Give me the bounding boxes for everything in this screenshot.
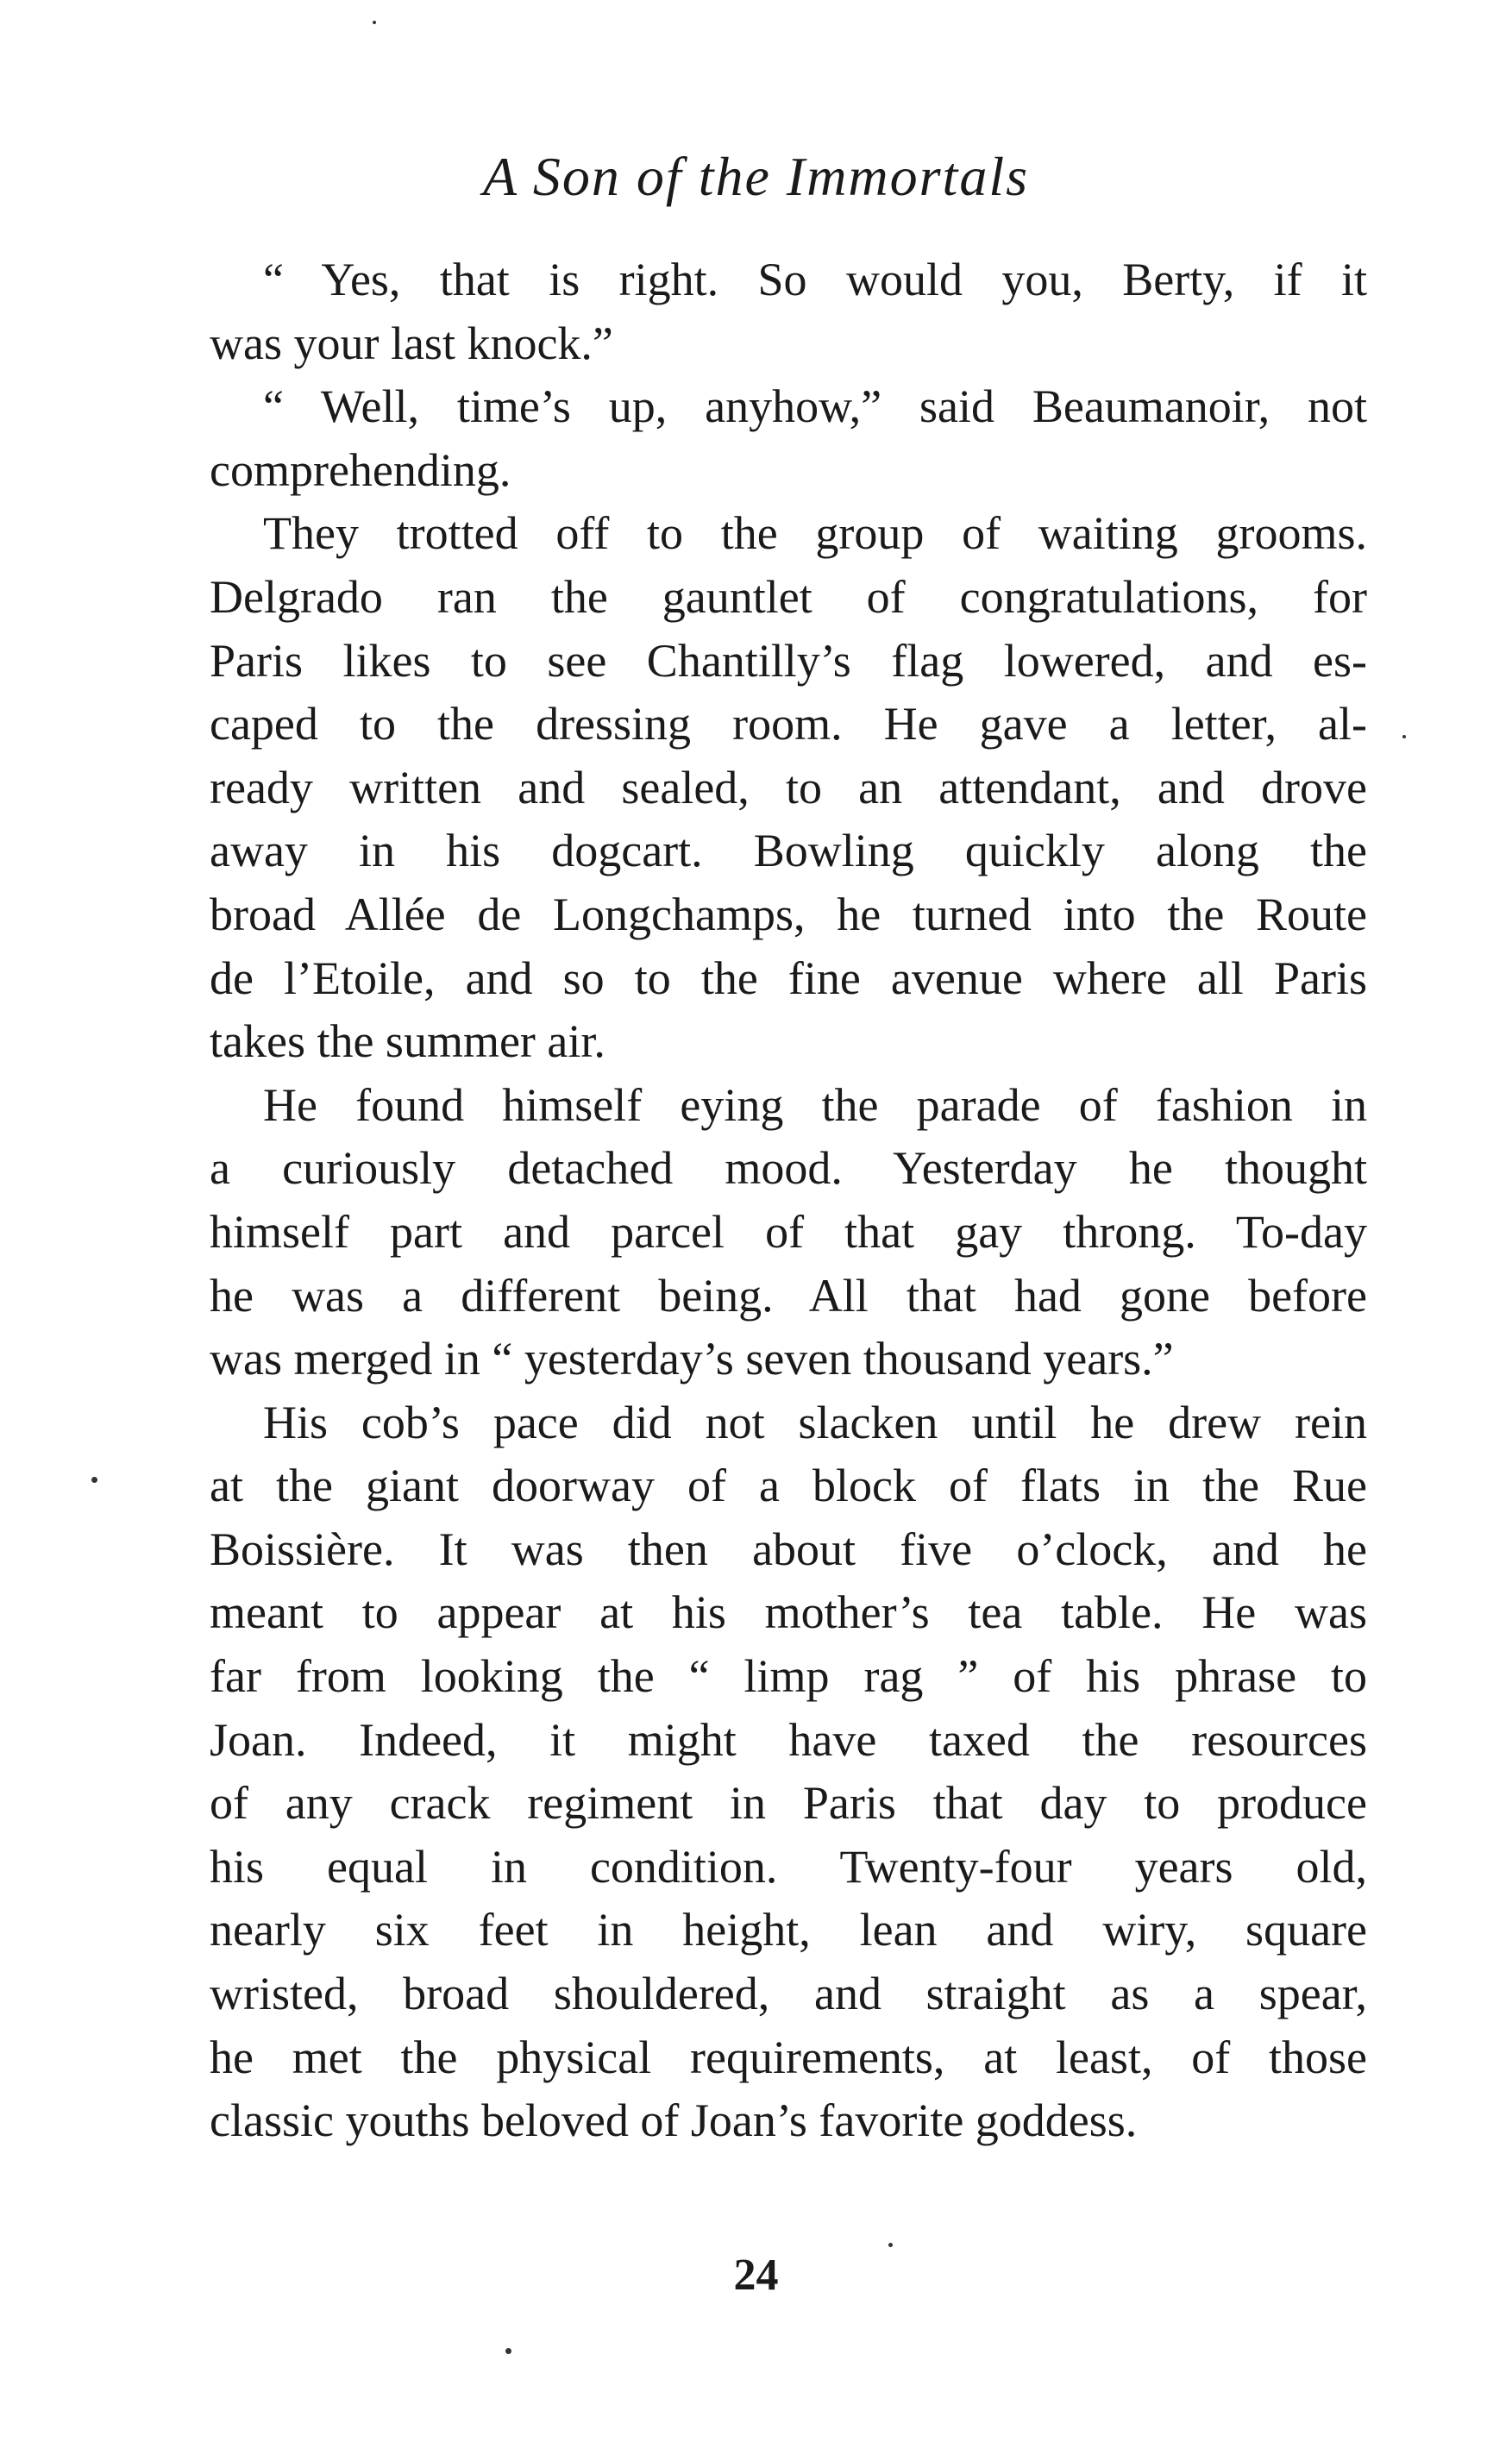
body-text (210, 248, 1367, 2153)
text-line: at the giant doorway of a block of flats in the Rue (210, 1460, 1367, 1512)
scan-speck (888, 2243, 893, 2247)
text-line: takes the summer air. (210, 1015, 605, 1068)
text-line: classic youths beloved of Joan’s favorite goddess. (210, 2094, 1138, 2147)
text-line: of any crack regiment in Paris that day to produce (210, 1777, 1367, 1830)
text-line: Paris likes to see Chantilly’s flag lowered, and es- (210, 634, 1367, 687)
text-line: a curiously detached mood. Yesterday he thought (210, 1142, 1367, 1195)
text-line: he met the physical requirements, at least, of those (210, 2031, 1367, 2083)
text-line: His cob’s pace did not slacken until he drew rein (263, 1396, 1367, 1448)
text-line: was your last knock.” (210, 317, 613, 369)
text-line: Delgrado ran the gauntlet of congratulations, for (210, 570, 1367, 623)
text-line: nearly six feet in height, lean and wiry, square (210, 1904, 1367, 1956)
text-line: Joan. Indeed, it might have taxed the resources (210, 1713, 1367, 1766)
scan-speck (1402, 735, 1406, 738)
running-head: A Son of the Immortals (482, 146, 1030, 207)
text-line: “ Yes, that is right. So would you, Berty, if it (263, 254, 1367, 305)
text-line: He found himself eying the parade of fashion in (263, 1078, 1367, 1131)
text-line: far from looking the “ limp rag ” of his phrase to (210, 1650, 1367, 1703)
text-line: broad Allée de Longchamps, he turned into the Route (210, 888, 1367, 940)
text-line: wristed, broad shouldered, and straight as a spear, (210, 1968, 1367, 2020)
page-number: 24 (733, 2251, 779, 2300)
scan-speck (91, 1477, 97, 1483)
text-line: caped to the dressing room. He gave a letter, al- (210, 698, 1367, 750)
scan-speck (505, 2348, 511, 2354)
text-line: ready written and sealed, to an attendant, and drove (210, 761, 1367, 813)
text-line: was merged in “ yesterday’s seven thousand years.” (210, 1333, 1174, 1385)
text-line: de l’Etoile, and so to the fine avenue where all Paris (210, 951, 1367, 1004)
scan-speck (373, 21, 376, 24)
text-line: he was a different being. All that had gone before (210, 1269, 1367, 1322)
text-line: “ Well, time’s up, anyhow,” said Beaumanoir, not (263, 380, 1367, 433)
text-line: away in his dogcart. Bowling quickly along the (210, 825, 1367, 877)
text-line: Boissière. It was then about five o’clock, and he (210, 1523, 1367, 1575)
text-line: They trotted off to the group of waiting grooms. (263, 507, 1367, 560)
text-line: his equal in condition. Twenty-four years old, (210, 1840, 1367, 1893)
text-line: comprehending. (210, 443, 511, 496)
text-line: himself part and parcel of that gay throng. To-day (210, 1205, 1367, 1258)
text-line: meant to appear at his mother’s tea table. He was (210, 1586, 1367, 1639)
